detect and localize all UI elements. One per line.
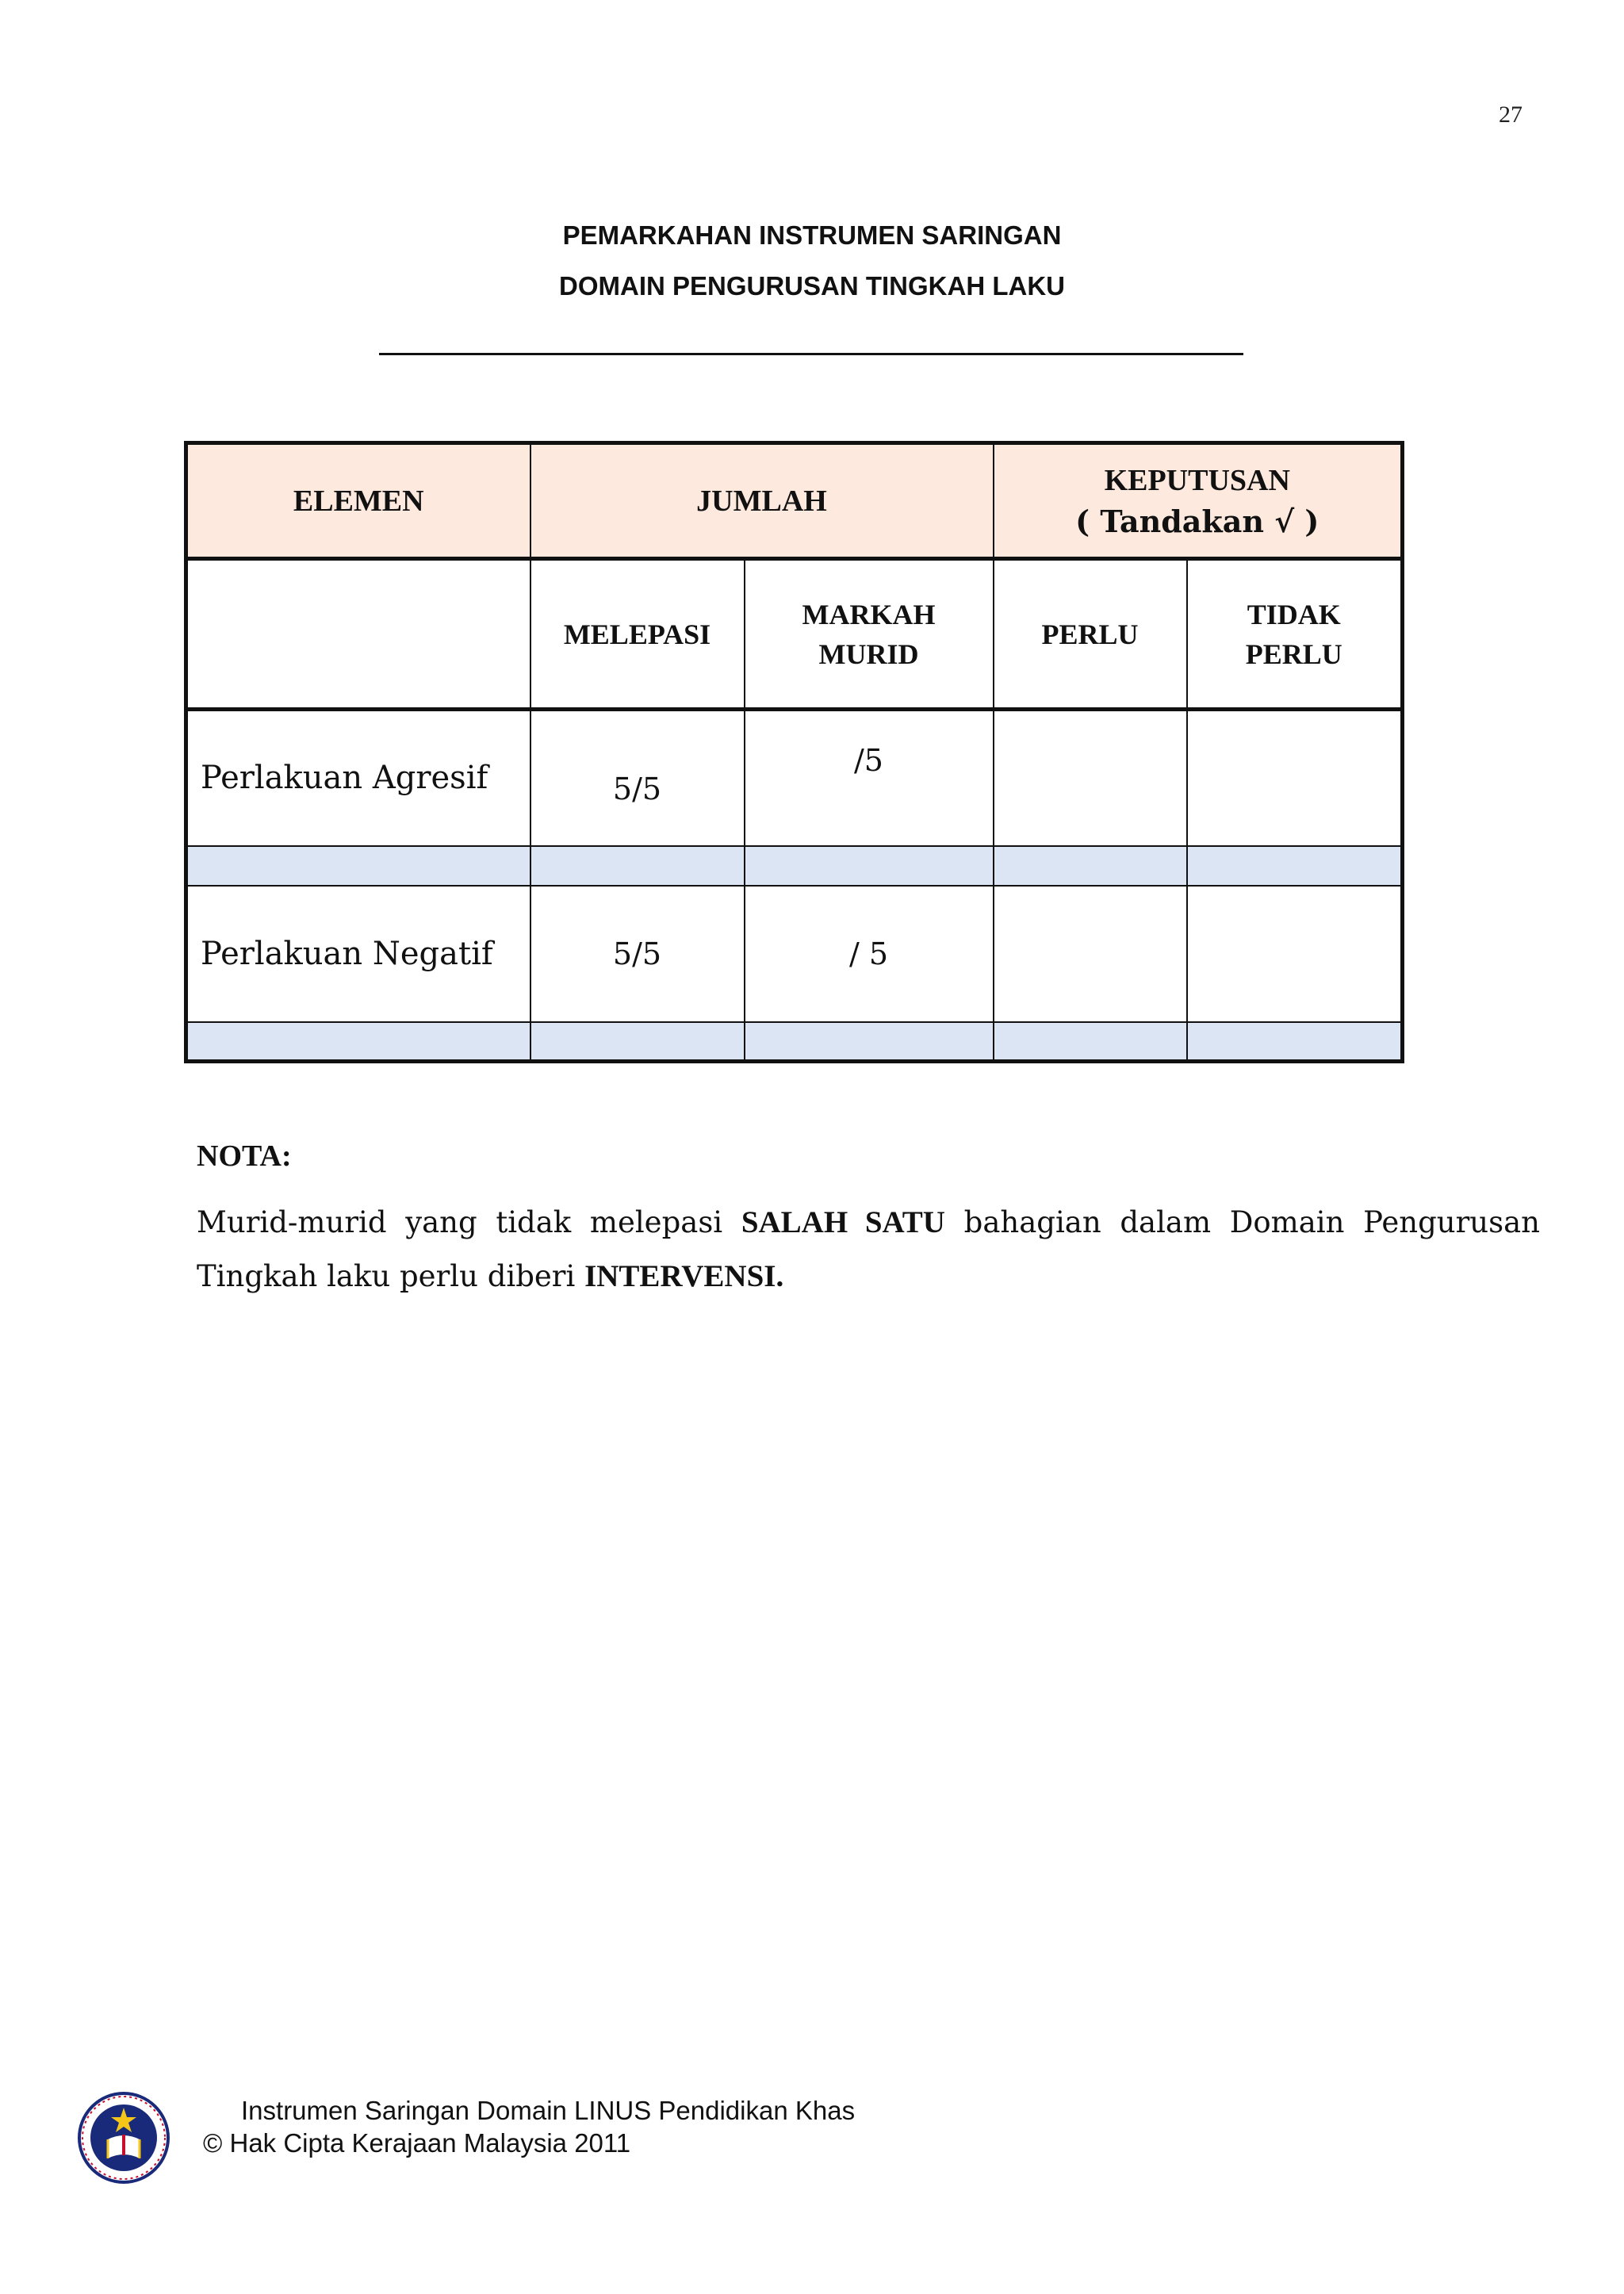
row-elemen: Perlakuan Negatif (186, 886, 530, 1022)
nota-text-part-2: bahagian dalam Domain Pengurusan Tingkah laku perlu diberi (197, 1205, 1540, 1293)
header-jumlah (530, 443, 994, 559)
subheader-markah-line-1: MARKAH (802, 598, 936, 630)
subheader-perlu (994, 559, 1187, 710)
row-markah-murid: /5 (745, 710, 994, 846)
header-jumlah-label: JUMLAH (696, 484, 827, 518)
nota-bold-intervensi: INTERVENSI. (584, 1259, 784, 1293)
subheader-markah-murid (745, 559, 994, 710)
row-melepasi: 5/5 (530, 886, 745, 1022)
subheader-tidak-line-1: TIDAK (1247, 598, 1341, 630)
page-title-line-1: PEMARKAHAN INSTRUMEN SARINGAN (562, 220, 1062, 250)
subheader-empty-cell (186, 559, 530, 710)
subheader-melepasi (530, 559, 745, 710)
nota-bold-salah-satu: SALAH SATU (741, 1205, 945, 1239)
ministry-logo-icon (76, 2090, 171, 2185)
header-keputusan-instruction: ( Tandakan √ ) (1075, 503, 1320, 539)
table-subheader-row (186, 559, 1403, 710)
table-row (186, 886, 1403, 1022)
title-underline (379, 353, 1243, 355)
header-keputusan (994, 443, 1403, 559)
row-elemen: Perlakuan Agresif (186, 710, 530, 846)
table-spacer-row (186, 1022, 1403, 1062)
header-elemen (186, 443, 530, 559)
page-title-line-2: DOMAIN PENGURUSAN TINGKAH LAKU (559, 271, 1065, 301)
subheader-markah-line-2: MURID (818, 638, 919, 670)
row-perlu-checkbox-cell[interactable] (994, 710, 1187, 846)
subheader-tidak-line-2: PERLU (1245, 638, 1342, 670)
subheader-perlu-label: PERLU (1041, 618, 1139, 650)
table-header-row (186, 443, 1403, 559)
row-tidak-perlu-checkbox-cell[interactable] (1187, 710, 1403, 846)
page-number: 27 (1499, 101, 1522, 128)
footer-line-2: © Hak Cipta Kerajaan Malaysia 2011 (203, 2128, 631, 2158)
table-row (186, 710, 1403, 846)
nota-text-part-1: Murid-murid yang tidak melepasi (197, 1205, 741, 1239)
nota-text (197, 1196, 1540, 1304)
score-table (184, 441, 1404, 1063)
header-keputusan-label: KEPUTUSAN (1104, 463, 1290, 497)
table-spacer-row (186, 846, 1403, 886)
nota-label: NOTA: (197, 1139, 292, 1173)
footer-line-1: Instrumen Saringan Domain LINUS Pendidikan Khas (241, 2096, 856, 2125)
row-markah-murid: / 5 (745, 886, 994, 1022)
row-tidak-perlu-checkbox-cell[interactable] (1187, 886, 1403, 1022)
row-perlu-checkbox-cell[interactable] (994, 886, 1187, 1022)
subheader-tidak-perlu (1187, 559, 1403, 710)
header-elemen-label: ELEMEN (293, 484, 424, 518)
subheader-melepasi-label: MELEPASI (563, 618, 711, 650)
row-melepasi: 5/5 (530, 710, 745, 846)
